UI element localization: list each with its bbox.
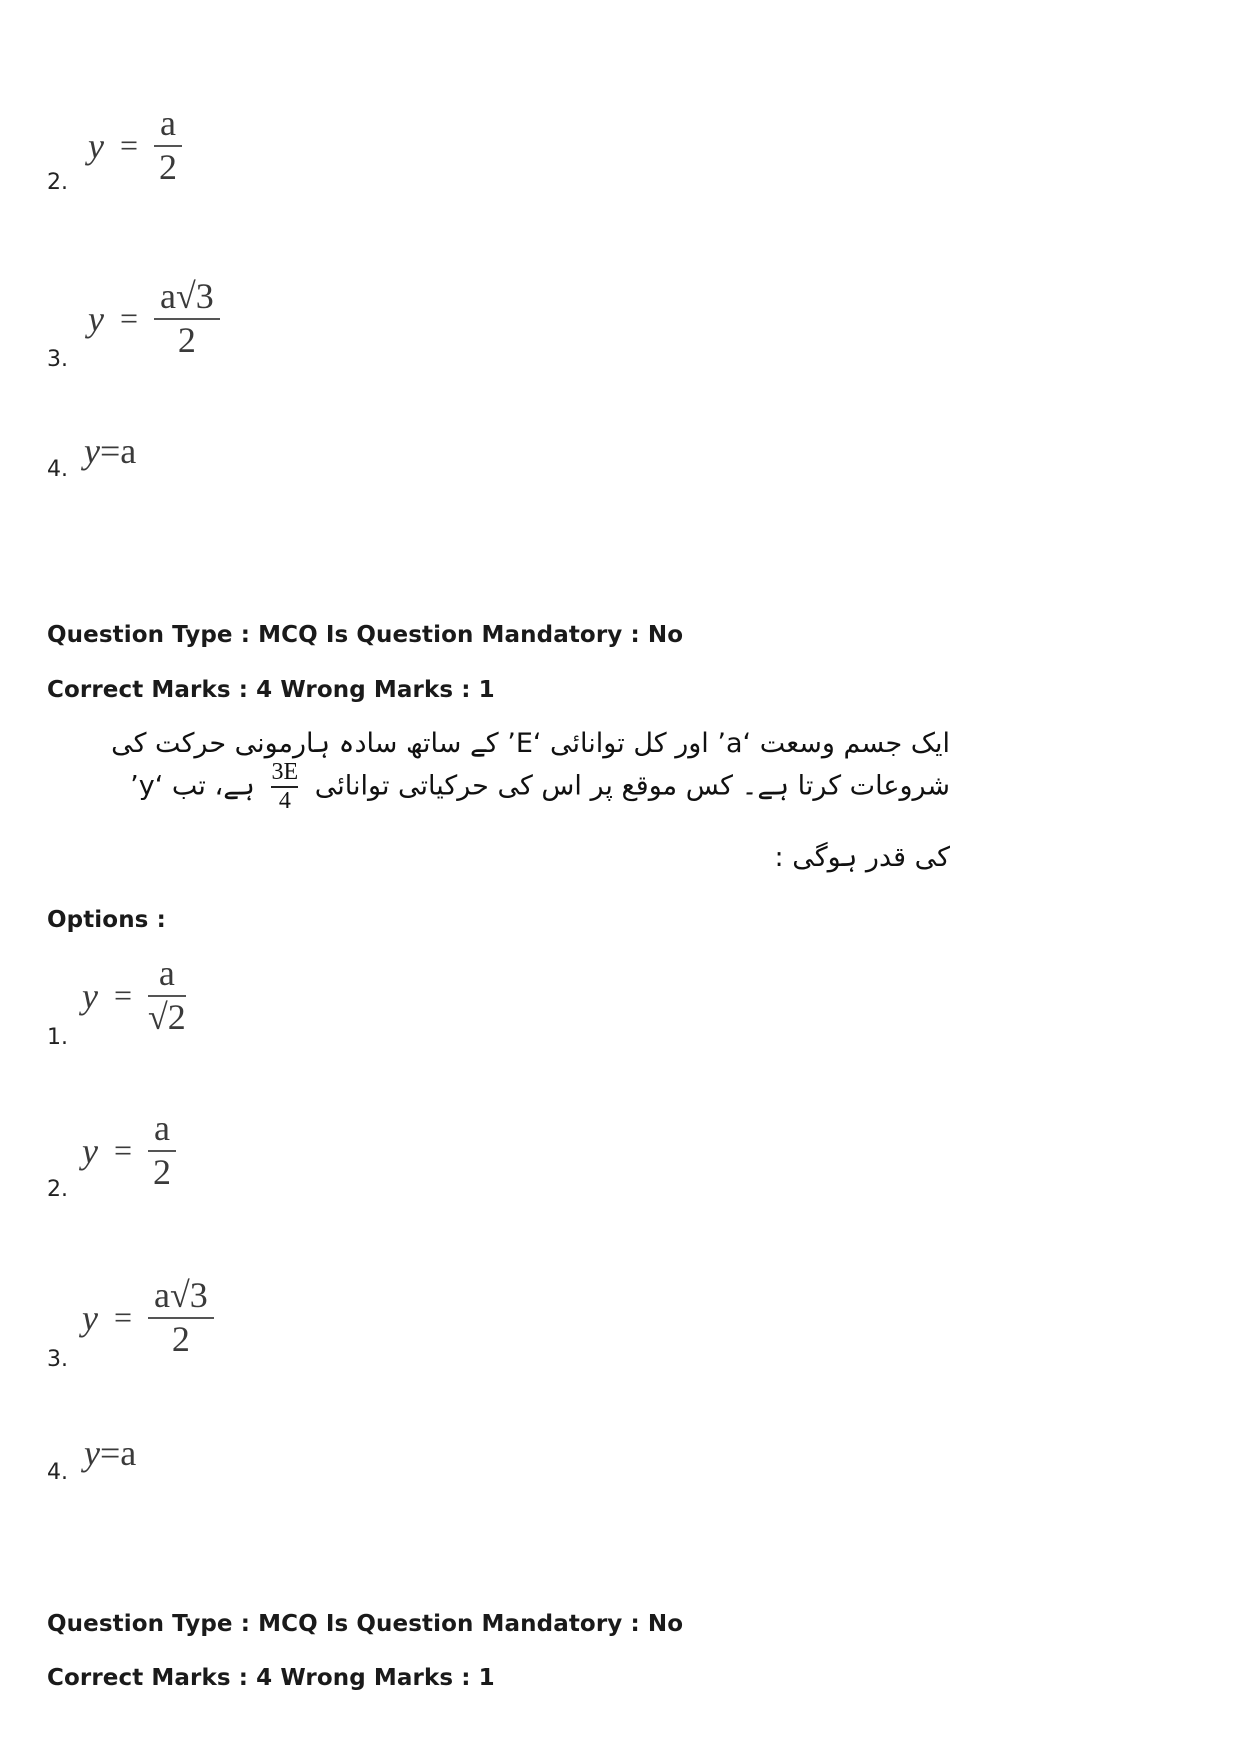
formula-equals: = <box>113 1299 133 1336</box>
options-label: Options : <box>47 907 166 933</box>
question-text-part2: ہے، تب ‘y’ <box>130 770 255 802</box>
formula-fraction <box>148 1277 214 1359</box>
formula-variable: y <box>82 1297 98 1338</box>
option-4-formula <box>84 1432 136 1474</box>
formula-fraction <box>148 955 186 1037</box>
fraction-denominator: 2 <box>153 1151 172 1192</box>
formula-rest: =a <box>99 1433 137 1473</box>
formula-variable: y <box>88 125 104 166</box>
formula-equals: = <box>119 127 139 164</box>
prev-option-number: 4. <box>47 457 68 482</box>
fraction-numerator: 3E <box>271 759 299 785</box>
question-type-line: Question Type : MCQ Is Question Mandatory : No <box>47 622 684 648</box>
formula-equals: = <box>113 1132 133 1169</box>
formula-equals: = <box>119 300 139 337</box>
question-text <box>40 728 950 815</box>
formula-fraction <box>154 278 220 360</box>
option-2-formula <box>82 1110 176 1192</box>
prev-option-formula <box>88 278 220 360</box>
option-number: 2. <box>47 1177 68 1202</box>
formula-variable: y <box>82 1130 98 1171</box>
option-number: 3. <box>47 1347 68 1372</box>
prev-option-formula <box>84 430 136 472</box>
formula-variable: y <box>88 298 104 339</box>
question-fraction <box>271 759 298 815</box>
formula-variable: y <box>84 431 100 471</box>
fraction-denominator: √2 <box>148 996 186 1037</box>
fraction-numerator: a <box>154 1108 171 1148</box>
option-1-formula <box>82 955 186 1037</box>
formula-rest: =a <box>99 431 137 471</box>
formula-variable: y <box>84 1433 100 1473</box>
fraction-numerator: a <box>158 953 175 993</box>
fraction-denominator: 2 <box>177 319 196 360</box>
option-number: 1. <box>47 1025 68 1050</box>
formula-variable: y <box>82 975 98 1016</box>
fraction-denominator: 4 <box>278 788 291 814</box>
prev-option-number: 3. <box>47 347 68 372</box>
prev-option-formula <box>88 105 182 187</box>
formula-fraction <box>154 105 182 187</box>
fraction-numerator: a√3 <box>154 1275 208 1315</box>
prev-option-number: 2. <box>47 170 68 195</box>
formula-fraction <box>148 1110 176 1192</box>
fraction-numerator: a√3 <box>160 276 214 316</box>
question-marks-line: Correct Marks : 4 Wrong Marks : 1 <box>47 677 495 703</box>
fraction-denominator: 2 <box>171 1318 190 1359</box>
formula-equals: = <box>113 977 133 1014</box>
fraction-numerator: a <box>160 103 177 143</box>
question-text-part1: ایک جسم وسعت ‘a’ اور کل توانائی ‘E’ کے ساتھ سادہ ہارمونی حرکت کی شروعات کرتا ہے۔ کس موقع پر اس کی حرکیاتی توانائی <box>111 728 950 802</box>
question-text-line2: کی قدر ہوگی : <box>774 842 950 873</box>
question-type-line: Question Type : MCQ Is Question Mandatory : No <box>47 1611 684 1637</box>
option-number: 4. <box>47 1460 68 1485</box>
option-3-formula <box>82 1277 214 1359</box>
question-marks-line: Correct Marks : 4 Wrong Marks : 1 <box>47 1665 495 1691</box>
fraction-denominator: 2 <box>159 146 178 187</box>
